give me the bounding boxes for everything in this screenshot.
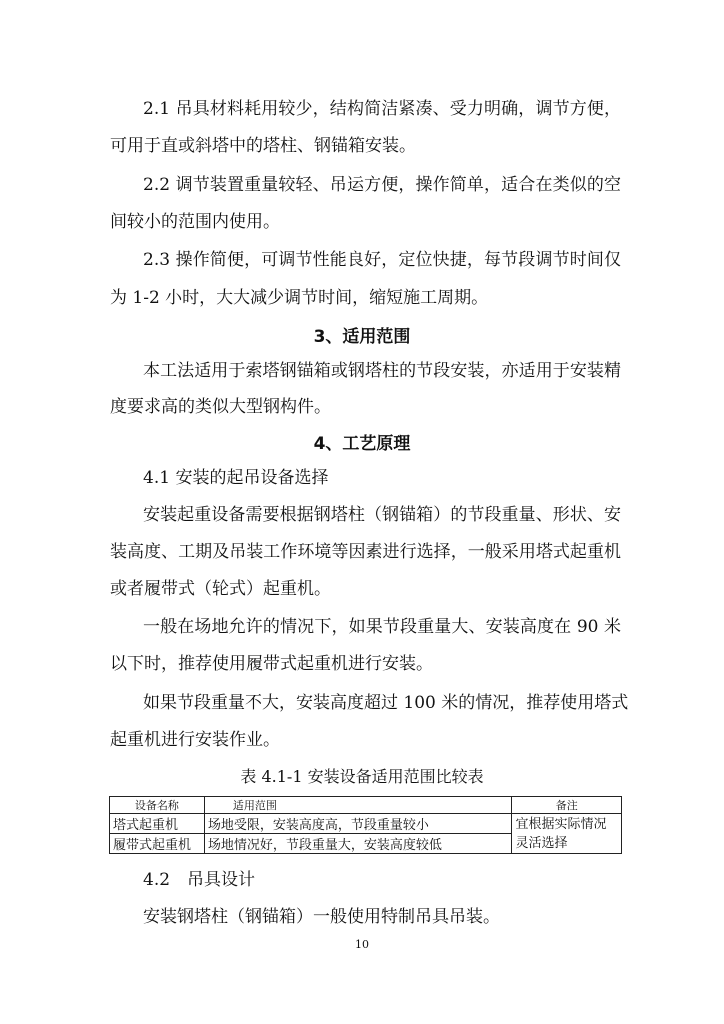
paragraph-line: 为 1-2 小时，大大减少调节时间，缩短施工周期。 bbox=[110, 288, 489, 308]
paragraph-line: 2.1 吊具材料耗用较少，结构简洁紧凑、受力明确，调节方便， bbox=[143, 99, 621, 119]
paragraph-line: 或者履带式（轮式）起重机。 bbox=[110, 579, 331, 599]
table-note-cell: 宜根据实际情况灵活选择 bbox=[512, 814, 622, 854]
table-header-cell: 适用范围 bbox=[204, 797, 512, 814]
table-header-cell: 备注 bbox=[512, 797, 622, 814]
paragraph-line: 2.3 操作简便，可调节性能良好，定位快捷，每节段调节时间仅 bbox=[143, 250, 621, 270]
table-header-row bbox=[110, 797, 622, 814]
paragraph-line: 一般在场地允许的情况下，如果节段重量大、安装高度在 90 米 bbox=[143, 617, 621, 637]
paragraph-line: 以下时，推荐使用履带式起重机进行安装。 bbox=[110, 654, 433, 674]
paragraph-line: 间较小的范围内使用。 bbox=[110, 212, 280, 232]
page-number: 10 bbox=[355, 938, 369, 951]
paragraph-line: 安装起重设备需要根据钢塔柱（钢锚箱）的节段重量、形状、安 bbox=[143, 505, 621, 525]
section-heading: 3、适用范围 bbox=[313, 327, 411, 347]
paragraph-line: 度要求高的类似大型钢构件。 bbox=[110, 397, 331, 417]
subsection-heading: 4.1 安装的起吊设备选择 bbox=[143, 468, 329, 488]
paragraph-line: 如果节段重量不大，安装高度超过 100 米的情况，推荐使用塔式 bbox=[143, 693, 629, 713]
table-row bbox=[110, 814, 622, 834]
paragraph-line: 2.2 调节装置重量较轻、吊运方便，操作简单，适合在类似的空 bbox=[143, 175, 621, 195]
table-header-cell: 设备名称 bbox=[110, 797, 205, 814]
table-cell: 履带式起重机 bbox=[110, 834, 205, 854]
paragraph-line: 装高度、工期及吊装工作环境等因素进行选择，一般采用塔式起重机 bbox=[110, 542, 621, 562]
table-cell: 塔式起重机 bbox=[110, 814, 205, 834]
paragraph-line: 本工法适用于索塔钢锚箱或钢塔柱的节段安装，亦适用于安装精 bbox=[143, 361, 621, 381]
comparison-table bbox=[109, 796, 622, 854]
section-heading: 4、工艺原理 bbox=[313, 434, 411, 454]
paragraph-line: 可用于直或斜塔中的塔柱、钢锚箱安装。 bbox=[110, 136, 416, 156]
subsection-heading: 4.2 吊具设计 bbox=[143, 870, 256, 890]
table-cell: 场地情况好，节段重量大，安装高度较低 bbox=[204, 834, 512, 854]
paragraph-line: 安装钢塔柱（钢锚箱）一般使用特制吊具吊装。 bbox=[143, 907, 500, 927]
table-cell: 场地受限，安装高度高，节段重量较小 bbox=[204, 814, 512, 834]
paragraph-line: 起重机进行安装作业。 bbox=[110, 730, 280, 750]
table-caption: 表 4.1-1 安装设备适用范围比较表 bbox=[240, 767, 484, 786]
